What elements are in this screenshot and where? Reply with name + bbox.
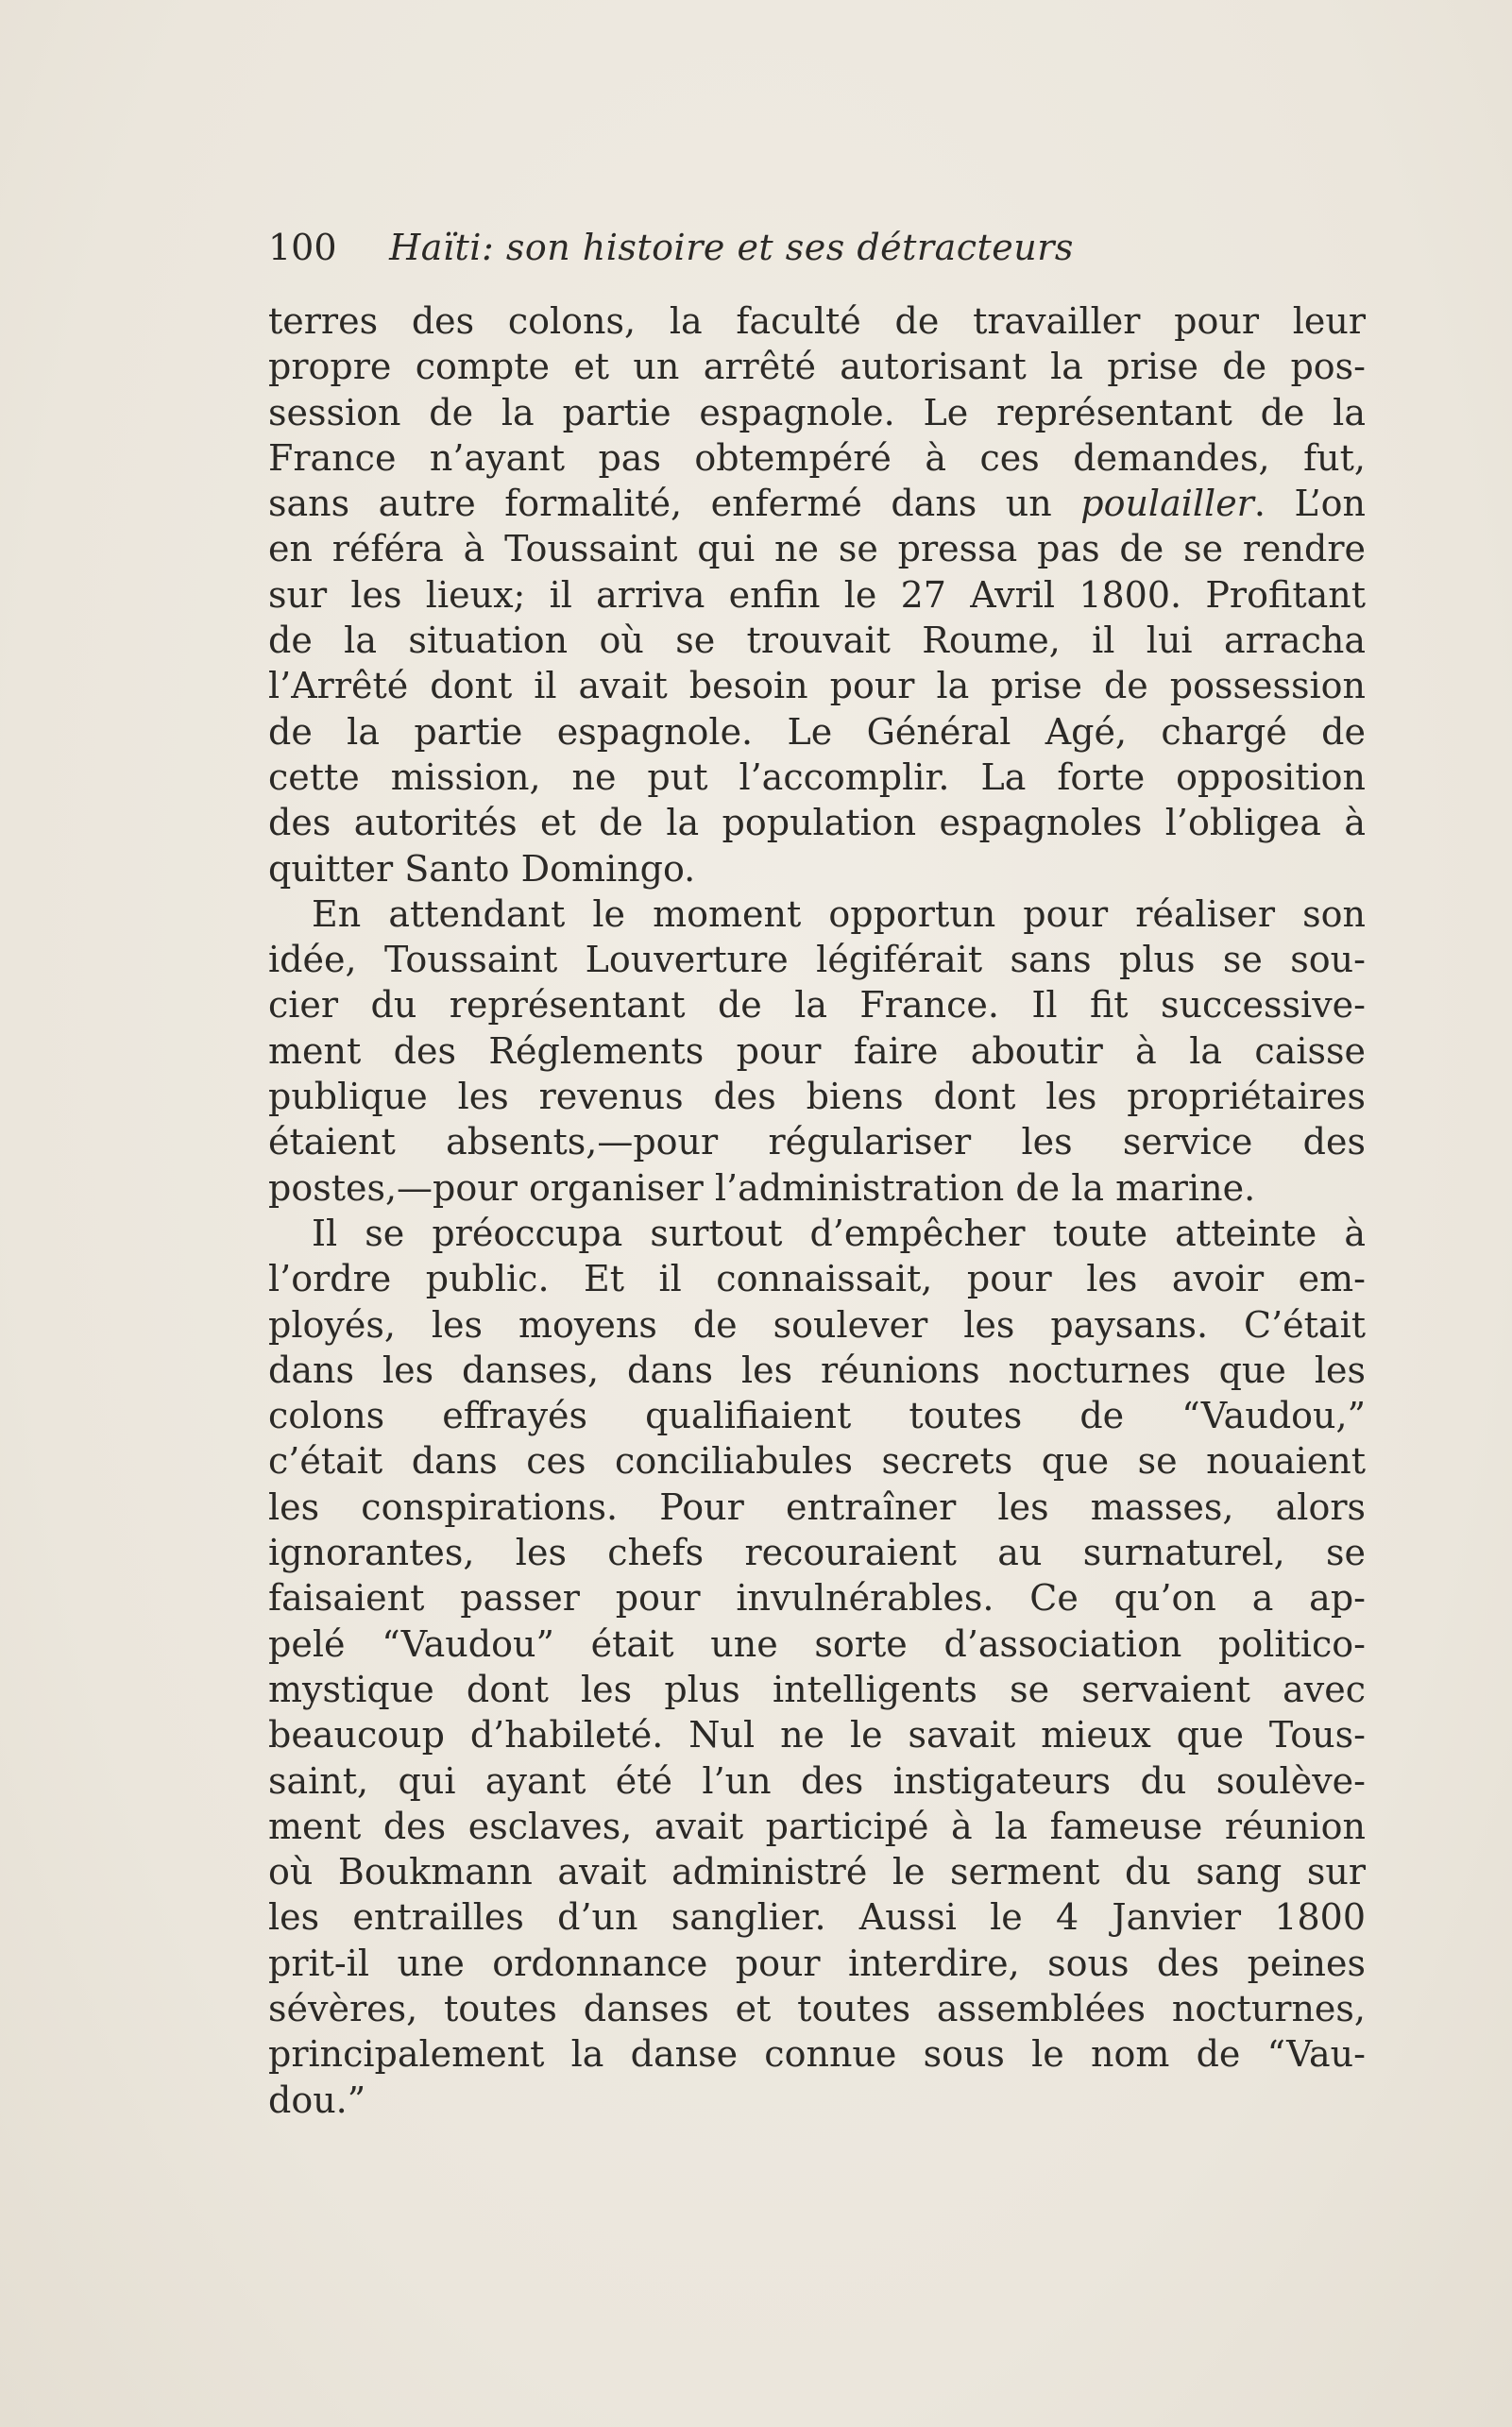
text-line: beaucoup d’habileté. Nul ne le savait mieux que Tous- xyxy=(268,1714,1366,1757)
text-line: en référa à Toussaint qui ne se pressa pas de se rendre xyxy=(268,528,1366,570)
text-line: Il se préoccupa surtout d’empêcher toute atteinte à xyxy=(312,1212,1366,1254)
page-header xyxy=(268,219,1213,276)
text-line: France n’ayant pas obtempéré à ces demandes, fut, xyxy=(268,436,1366,479)
text-line: dans les danses, dans les réunions nocturnes que les xyxy=(268,1349,1366,1391)
text-line: ment des esclaves, avait participé à la fameuse réunion xyxy=(268,1805,1366,1847)
text-line: l’Arrêté dont il avait besoin pour la prise de possession xyxy=(268,665,1366,707)
text-line: ignorantes, les chefs recouraient au surnaturel, se xyxy=(268,1532,1366,1574)
text-line: des autorités et de la population espagnoles l’obligea à xyxy=(268,802,1366,844)
text-line: quitter Santo Domingo. xyxy=(268,847,696,890)
text-line: où Boukmann avait administré le serment du sang sur xyxy=(268,1851,1366,1893)
text-line: ployés, les moyens de soulever les paysans. C’était xyxy=(268,1303,1366,1346)
text-line: idée, Toussaint Louverture légiférait sans plus se sou- xyxy=(268,939,1366,981)
text-line: mystique dont les plus intelligents se servaient avec xyxy=(268,1668,1366,1710)
text-line: c’était dans ces conciliabules secrets que se nouaient xyxy=(268,1440,1366,1483)
text-line: saint, qui ayant été l’un des instigateurs du soulève- xyxy=(268,1759,1366,1802)
text-line: faisaient passer pour invulnérables. Ce qu’on a ap- xyxy=(268,1577,1366,1620)
text-line: En attendant le moment opportun pour réaliser son xyxy=(312,892,1366,935)
text-line: les conspirations. Pour entraîner les masses, alors xyxy=(268,1485,1366,1528)
text-line: sans autre formalité, enfermé dans un poulailler. L’on xyxy=(268,483,1366,525)
running-title: Haïti: son histoire et ses détracteurs xyxy=(389,227,1074,268)
text-line: de la situation où se trouvait Roume, il lui arracha xyxy=(268,619,1366,662)
text-line: ment des Réglements pour faire aboutir à la caisse xyxy=(268,1029,1366,1072)
text-line: l’ordre public. Et il connaissait, pour les avoir em- xyxy=(268,1258,1366,1300)
text-line: cier du représentant de la France. Il fit successive- xyxy=(268,984,1366,1027)
text-line: principalement la danse connue sous le nom de “Vau- xyxy=(268,2033,1366,2076)
text-line: prit-il une ordonnance pour interdire, sous des peines xyxy=(268,1942,1366,1984)
text-line: cette mission, ne put l’accomplir. La forte opposition xyxy=(268,755,1366,798)
page-number: 100 xyxy=(268,227,337,268)
text-line: les entrailles d’un sanglier. Aussi le 4 Janvier 1800 xyxy=(268,1896,1366,1939)
text-line: publique les revenus des biens dont les propriétaires xyxy=(268,1076,1366,1118)
text-line: pelé “Vaudou” était une sorte d’association politico- xyxy=(268,1622,1366,1665)
text-line: sévères, toutes danses et toutes assemblées nocturnes, xyxy=(268,1987,1366,2029)
text-line: session de la partie espagnole. Le représentant de la xyxy=(268,391,1366,433)
text-line: étaient absents,—pour régulariser les service des xyxy=(268,1121,1366,1163)
text-line: terres des colons, la faculté de travailler pour leur xyxy=(268,300,1366,342)
body-text xyxy=(268,298,1366,2123)
text-line: colons effrayés qualifiaient toutes de “Vaudou,” xyxy=(268,1395,1366,1437)
text-line: de la partie espagnole. Le Général Agé, chargé de xyxy=(268,710,1366,753)
text-line: sur les lieux; il arriva enfin le 27 Avril 1800. Profitant xyxy=(268,573,1366,616)
text-line: dou.” xyxy=(268,2079,366,2121)
text-line: propre compte et un arrêté autorisant la prise de pos- xyxy=(268,346,1366,388)
text-line: postes,—pour organiser l’administration de la marine. xyxy=(268,1166,1256,1209)
